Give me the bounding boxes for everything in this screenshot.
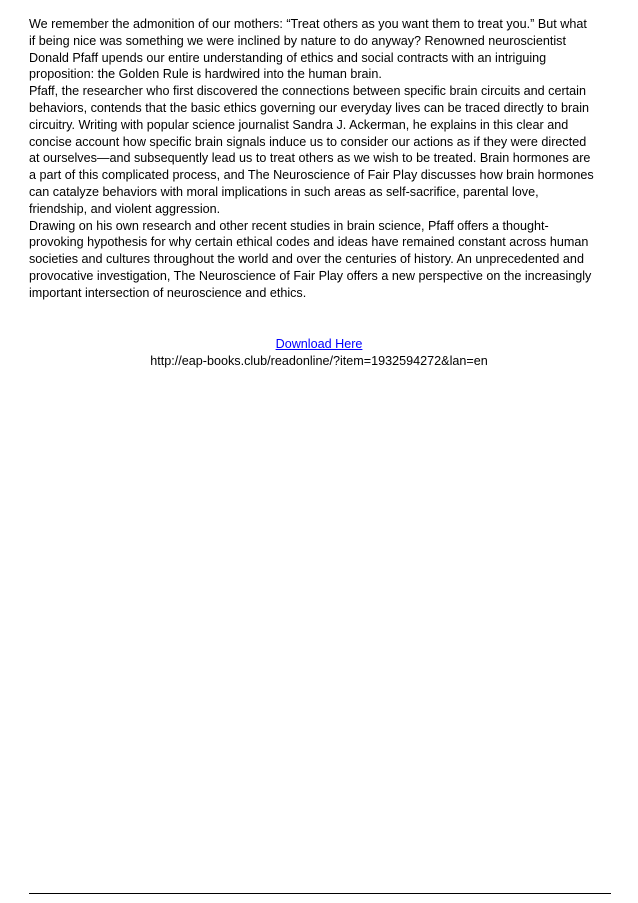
download-url-text: http://eap-books.club/readonline/?item=1932594272&lan=en	[150, 354, 488, 368]
text-line: important intersection of neuroscience and ethics.	[29, 285, 307, 300]
text-line: provoking hypothesis for why certain ethical codes and ideas have remained constant across human	[29, 235, 589, 250]
paragraph-1	[29, 16, 611, 83]
text-line: a part of this complicated process, and The Neuroscience of Fair Play discusses how brain hormones	[29, 168, 594, 183]
text-line: We remember the admonition of our mothers: “Treat others as you want them to treat you.” But what	[29, 17, 587, 31]
text-line: societies and cultures throughout the world and over the centuries of history. An unprecedented and	[29, 252, 584, 267]
download-here-link[interactable]: Download Here	[275, 337, 363, 351]
paragraph-2	[29, 83, 611, 217]
text-line: provocative investigation, The Neuroscience of Fair Play offers a new perspective on the increasingly	[29, 268, 592, 283]
text-line: proposition: the Golden Rule is hardwired into the human brain.	[29, 67, 382, 82]
text-line: Donald Pfaff upends our entire understanding of ethics and social contracts with an intriguing	[29, 50, 547, 65]
text-line: friendship, and violent aggression.	[29, 201, 221, 216]
text-line: circuitry. Writing with popular science journalist Sandra J. Ackerman, he explains in this clear and	[29, 117, 569, 132]
text-line: if being nice was something we were inclined by nature to do anyway? Renowned neuroscientist	[29, 33, 566, 48]
text-line: behaviors, contends that the basic ethics governing our everyday lives can be traced directly to brain	[29, 100, 590, 115]
text-line: Pfaff, the researcher who first discovered the connections between specific brain circuits and certain	[29, 84, 586, 99]
download-section	[0, 336, 638, 353]
text-line: can catalyze behaviors with moral implications in such areas as self-sacrifice, parental love,	[29, 184, 539, 199]
paragraph-3	[29, 218, 611, 302]
footer-divider	[29, 893, 611, 894]
text-line: Drawing on his own research and other recent studies in brain science, Pfaff offers a thought-	[29, 218, 549, 233]
text-line: concise account how specific brain signals induce us to consider our actions as if they were directed	[29, 134, 587, 149]
text-line: at ourselves—and subsequently lead us to treat others as we wish to be treated. Brain hormones are	[29, 151, 591, 166]
description-text	[29, 16, 611, 302]
